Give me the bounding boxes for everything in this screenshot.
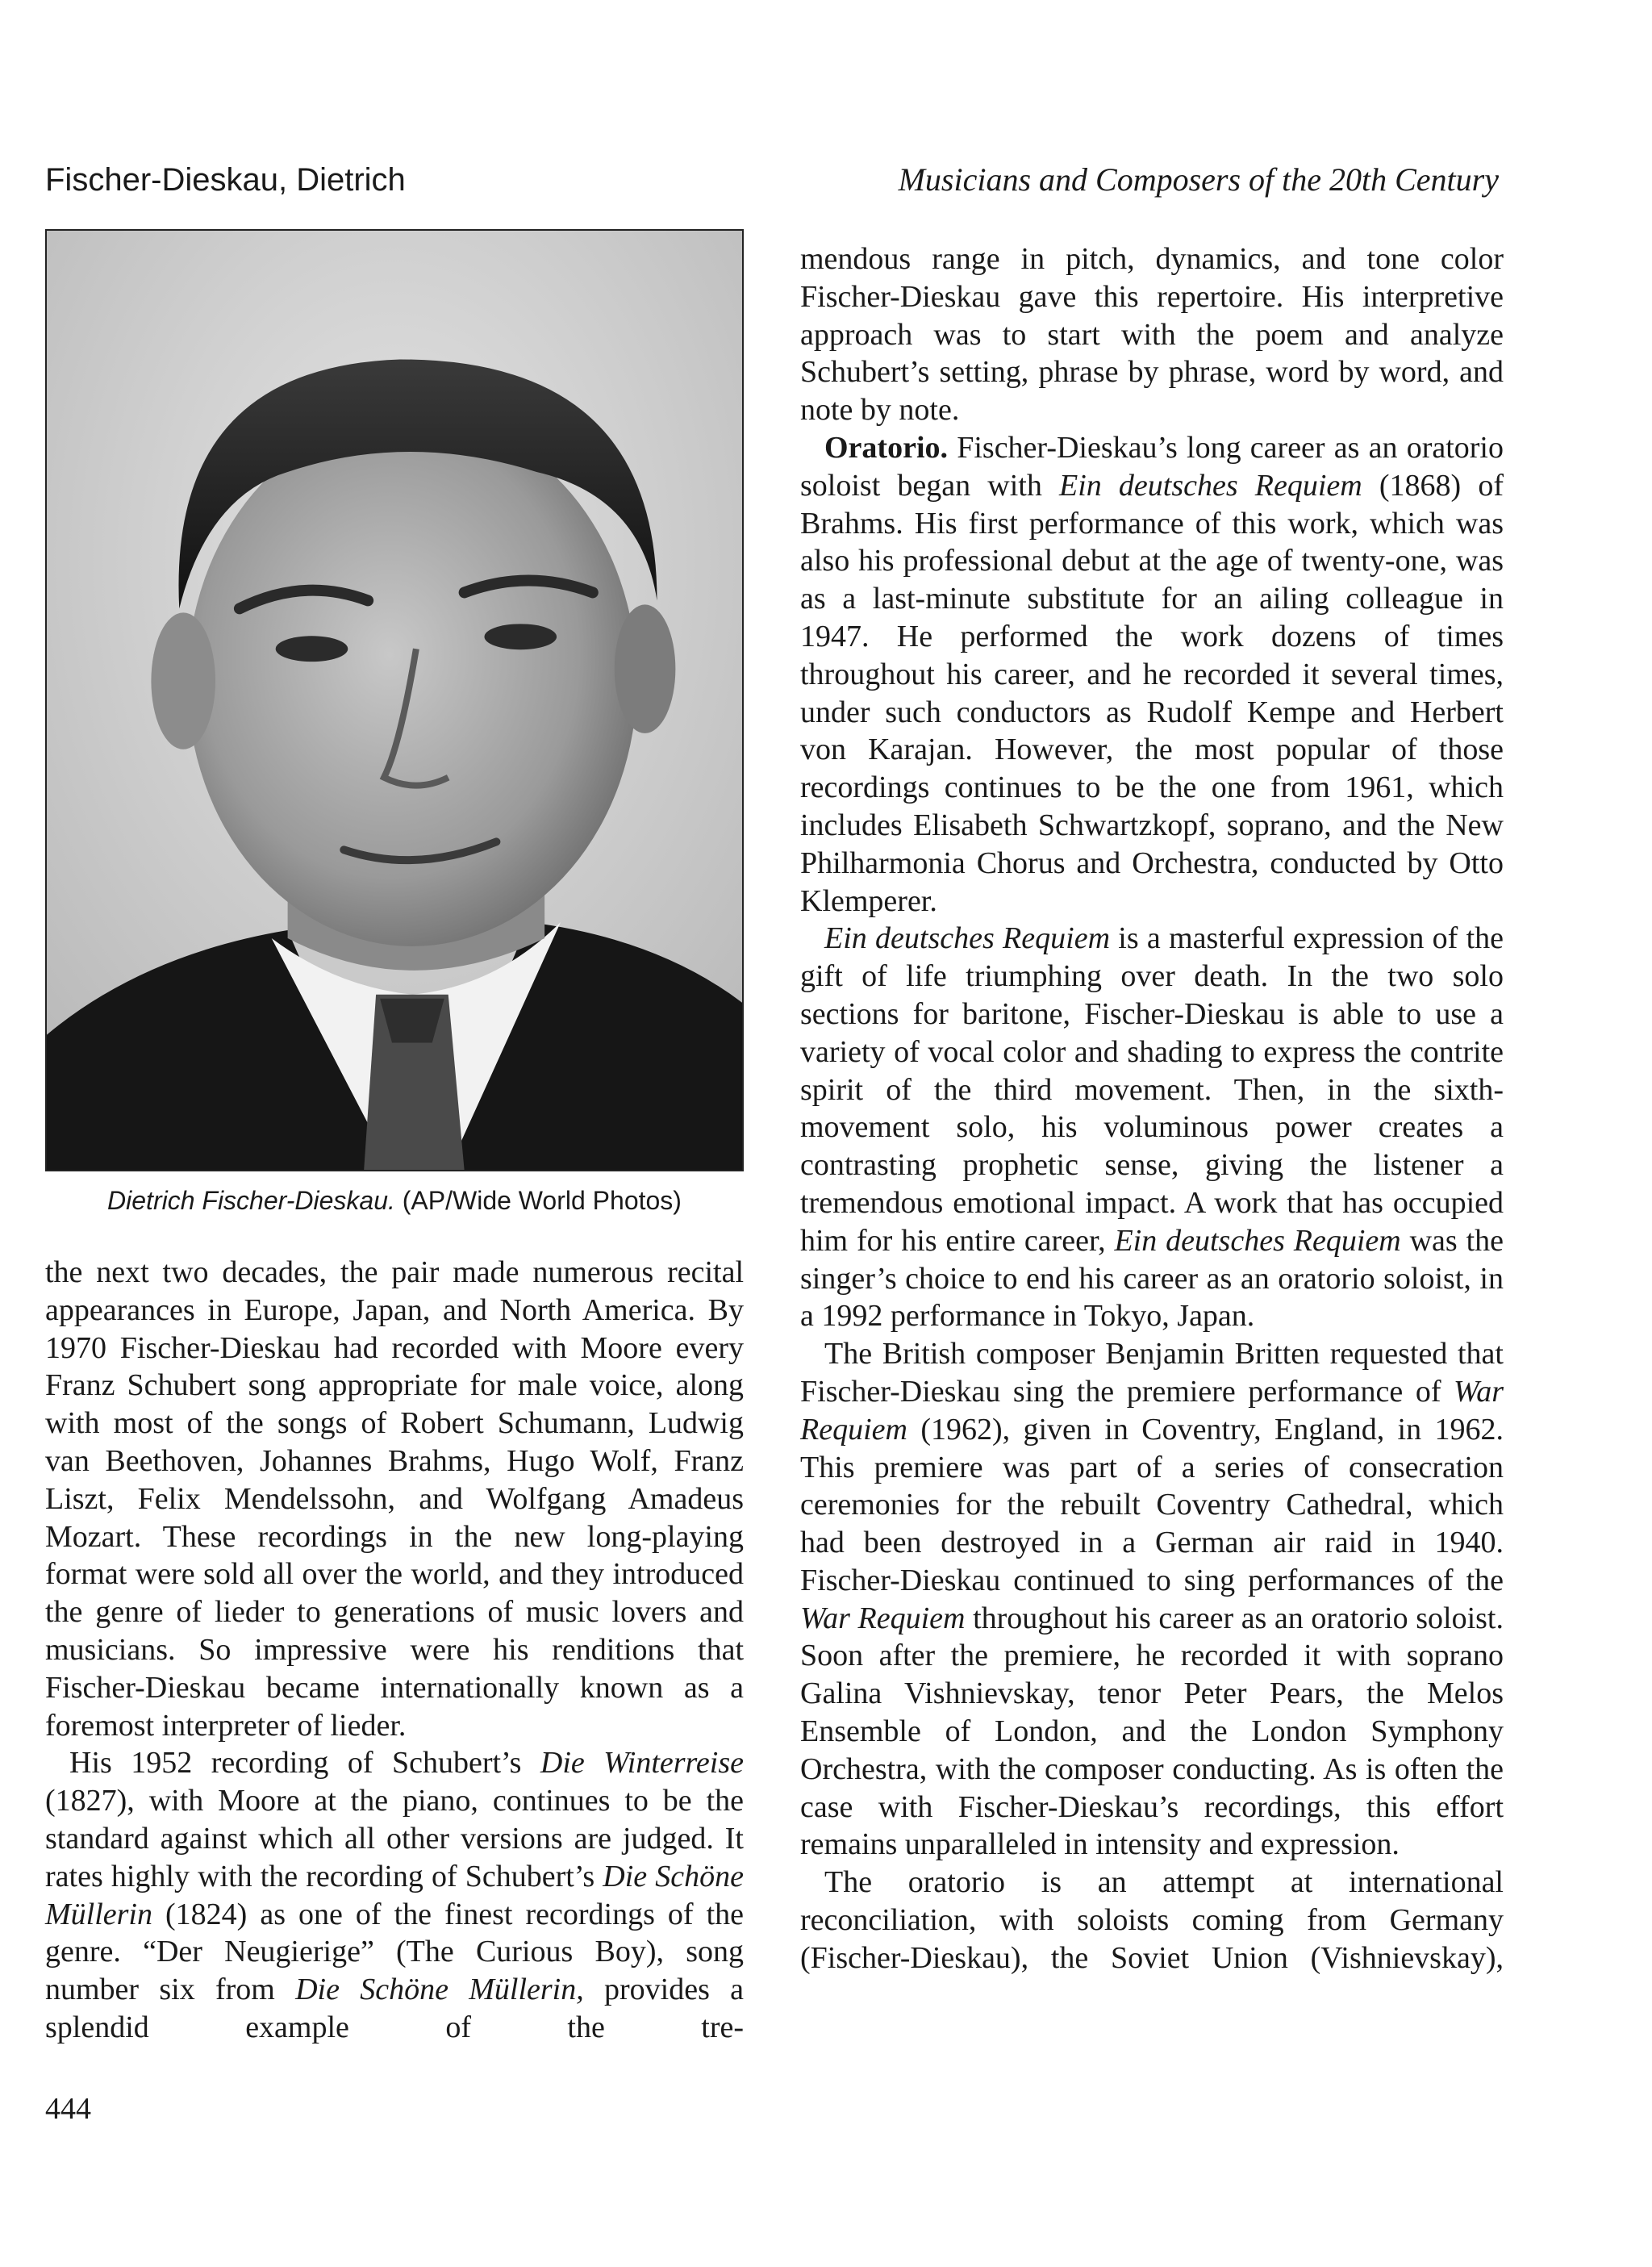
running-head-left: Fischer-Dieskau, Dietrich bbox=[45, 162, 406, 198]
caption-name: Dietrich Fischer-Dieskau. bbox=[107, 1186, 395, 1215]
right-paragraph-oratorio: Oratorio. Fischer-Dieskau’s long career as an oratorio soloist began with Ein deutsches Requiem (1868) of Brahms. His first performance of this work, which was also his professional debut at the age of twenty-one, was as a last-minute substitute for an ailing colleague in 1947. He performed the work dozens of times throughout his career, and he recorded it several times, under such conductors as Rudolf Kempe and Herbert von Karajan. However, the most popular of those recordings continues to be the one from 1961, which includes Elisabeth Schwartzkopf, soprano, and the New Philharmonia Chorus and Orchestra, conducted by Otto Klemperer. bbox=[800, 430, 1504, 918]
left-paragraph-2: His 1952 recording of Schubert’s Die Winterreise (1827), with Moore at the piano, continues to be the standard against which all other versions are judged. It rates highly with the recording of Schubert’s Die Schöne Müllerin (1824) as one of the finest recordings of the genre. “Der Neugierige” (The Curious Boy), song number six from Die Schöne Müllerin, provides a splendid example of the tre- bbox=[45, 1746, 745, 2044]
right-column bbox=[800, 240, 1504, 1977]
running-head-right: Musicians and Composers of the 20th Century bbox=[898, 161, 1499, 198]
right-paragraph-1: mendous range in pitch, dynamics, and tone color Fischer-Dieskau gave this repertoire. His interpretive approach was to start with the poem and analyze Schubert’s setting, phrase by phrase, word by word, and note by note. bbox=[800, 242, 1504, 428]
left-column bbox=[45, 1254, 744, 2047]
caption-credit: (AP/Wide World Photos) bbox=[394, 1186, 682, 1215]
right-paragraph-5: The oratorio is an attempt at international reconciliation, with soloists coming from Germany (Fischer-Dieskau), the Soviet Union (Vishnievskay), bbox=[800, 1865, 1504, 1975]
photo-caption bbox=[45, 1184, 744, 1217]
portrait-photo bbox=[45, 229, 744, 1171]
right-paragraph-4: The British composer Benjamin Britten requested that Fischer-Dieskau sing the premiere performance of War Requiem (1962), given in Coventry, England, in 1962. This premiere was part of a series of consecration ceremonies for the rebuilt Coventry Cathedral, which had been destroyed in a German air raid in 1940. Fischer-Dieskau continued to sing performances of the War Requiem throughout his career as an oratorio soloist. Soon after the premiere, he recorded it with soprano Galina Vishnievskay, tenor Peter Pears, the Melos Ensemble of London, and the London Symphony Orchestra, with the composer conducting. As is often the case with Fischer-Dieskau’s recordings, this effort remains unparalleled in intensity and expression. bbox=[800, 1337, 1504, 1862]
right-paragraph-3: Ein deutsches Requiem is a masterful expression of the gift of life triumphing over death. In the two solo sections for baritone, Fischer-Dieskau is able to use a variety of vocal color and shading to express the contrite spirit of the third movement. Then, in the sixth-movement solo, his voluminous power creates a contrasting prophetic sense, giving the listener a tremendous emotional impact. A work that has occupied him for his entire career, Ein deutsches Requiem was the singer’s choice to end his career as an oratorio soloist, in a 1992 performance in Tokyo, Japan. bbox=[800, 921, 1504, 1334]
left-paragraph-1: the next two decades, the pair made numerous recital appearances in Europe, Japan, and North America. By 1970 Fischer-Dieskau had recorded with Moore every Franz Schubert song appropriate for male voice, along with most of the songs of Robert Schumann, Ludwig van Beethoven, Johannes Brahms, Hugo Wolf, Franz Liszt, Felix Mendelssohn, and Wolfgang Amadeus Mozart. These recordings in the new long-playing format were sold all over the world, and they introduced the genre of lieder to generations of music lovers and musicians. So impressive were his renditions that Fischer-Dieskau became internationally known as a foremost interpreter of lieder. bbox=[45, 1255, 744, 1743]
section-heading-oratorio: Oratorio. bbox=[824, 430, 949, 465]
page-number: 444 bbox=[45, 2092, 91, 2126]
